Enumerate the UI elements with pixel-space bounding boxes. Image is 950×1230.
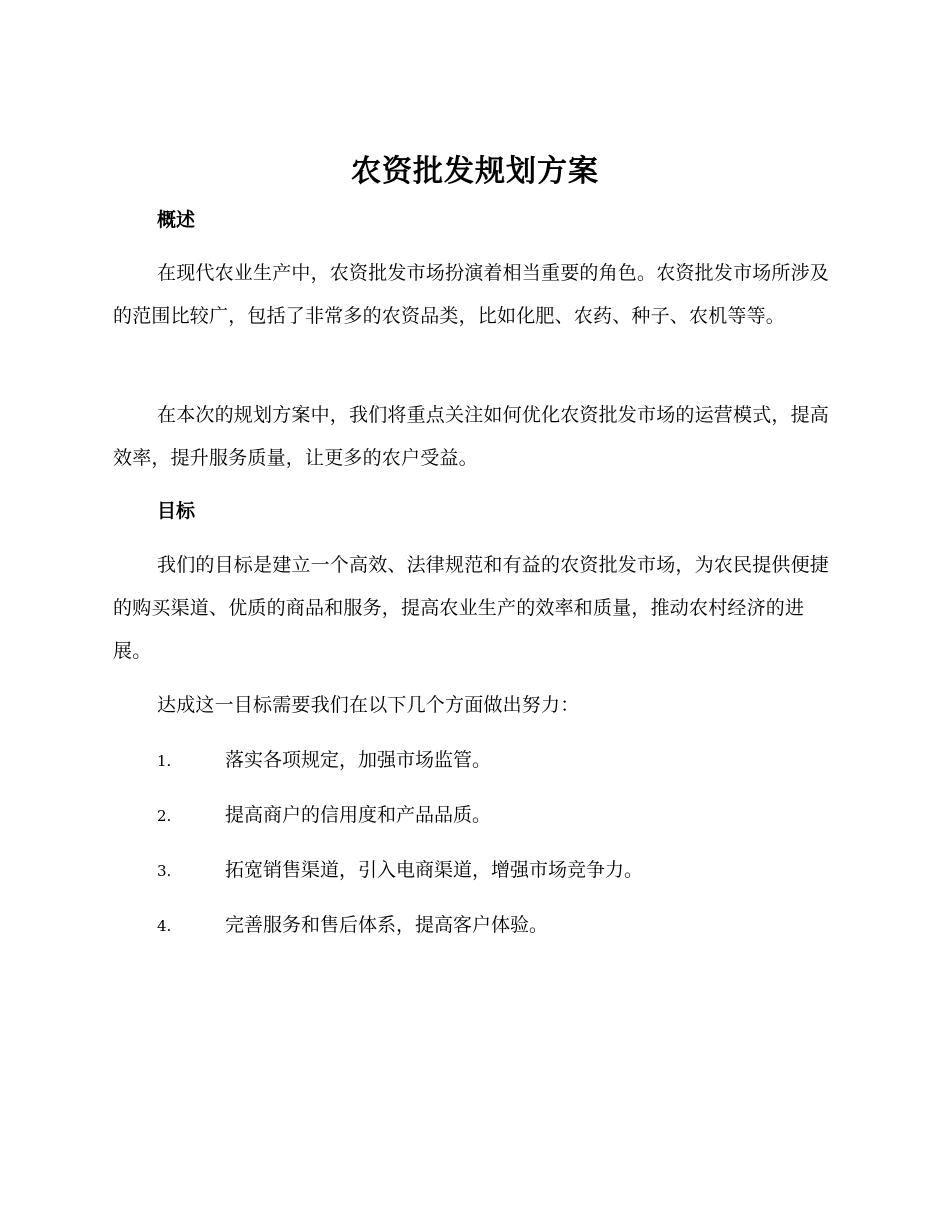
list-item-text: 落实各项规定，加强市场监管。 (225, 749, 492, 771)
list-item-text: 拓宽销售渠道，引入电商渠道，增强市场竞争力。 (225, 859, 644, 881)
list-item (157, 855, 837, 886)
list-item (157, 800, 837, 831)
overview-paragraph-2: 在本次的规划方案中，我们将重点关注如何优化农资批发市场的运营模式，提高效率，提升服务质量，让更多的农户受益。 (113, 404, 830, 469)
list-item-text: 完善服务和售后体系，提高客户体验。 (225, 914, 549, 936)
list-item (157, 745, 837, 776)
list-item-number: 1. (157, 752, 172, 770)
list-item-number: 4. (157, 917, 172, 935)
overview-paragraph-1: 在现代农业生产中，农资批发市场扮演着相当重要的角色。农资批发市场所涉及的范围比较广，包括了非常多的农资品类，比如化肥、农药、种子、农机等等。 (113, 262, 830, 327)
document-title: 农资批发规划方案 (351, 154, 599, 189)
list-item-text: 提高商户的信用度和产品品质。 (225, 804, 492, 826)
list-item-number: 2. (157, 807, 172, 825)
section-heading-goals: 目标 (157, 500, 196, 522)
goals-paragraph-1: 我们的目标是建立一个高效、法律规范和有益的农资批发市场，为农民提供便捷的购买渠道、优质的商品和服务，提高农业生产的效率和质量，推动农村经济的进展。 (113, 554, 830, 662)
goals-paragraph-2: 达成这一目标需要我们在以下几个方面做出努力： (157, 694, 580, 716)
list-item (157, 910, 837, 941)
list-item-number: 3. (157, 862, 172, 880)
section-heading-overview: 概述 (157, 209, 196, 231)
